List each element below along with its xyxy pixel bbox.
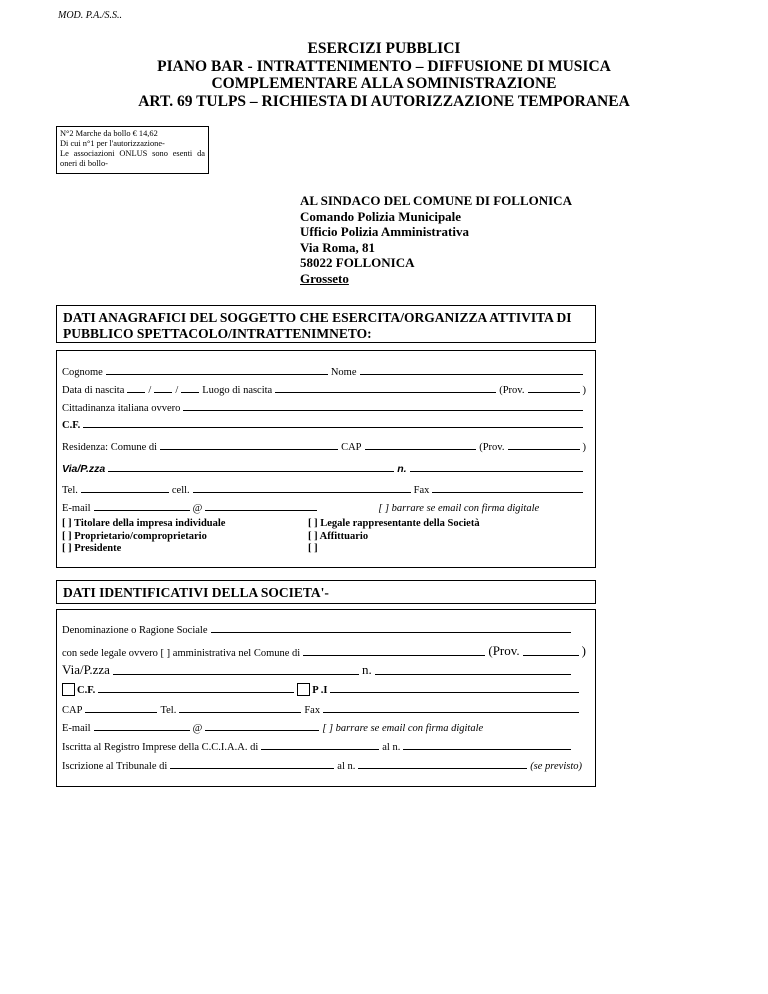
company-piva-field[interactable] xyxy=(330,692,579,693)
registry-cciaa-field[interactable] xyxy=(261,749,379,750)
company-fax-field[interactable] xyxy=(323,712,579,713)
role-options-right xyxy=(308,518,496,556)
stamp-line-2: Di cui n°1 per l'autorizzazione- xyxy=(60,139,165,148)
revenue-stamp-box xyxy=(56,126,209,174)
title-line-4: ART. 69 TULPS – RICHIESTA DI AUTORIZZAZIONE TEMPORANEA xyxy=(138,92,630,110)
option-titolare[interactable]: [ ] Titolare della impresa individuale xyxy=(62,518,226,529)
row-company-tribunal: Iscrizione al Tribunale di al n. (se previsto) xyxy=(62,761,582,772)
birth-place-field[interactable] xyxy=(275,392,496,393)
document-title xyxy=(0,40,768,110)
stamp-line-4: oneri di bollo- xyxy=(60,159,108,168)
option-presidente[interactable]: [ ] Presidente xyxy=(62,543,122,554)
cf-checkbox[interactable] xyxy=(62,683,75,696)
company-email-user-field[interactable] xyxy=(94,730,190,731)
recipient-address: AL SINDACO DEL COMUNE DI FOLLONICA Comando Polizia Municipale Ufficio Polizia Amministrativa Via Roma, 81 58022 FOLLONICA Grosseto xyxy=(300,193,572,286)
company-name-field[interactable] xyxy=(211,632,572,633)
company-cap-field[interactable] xyxy=(85,712,157,713)
title-line-3: COMPLEMENTARE ALLA SOMINISTRAZIONE xyxy=(211,75,557,92)
row-company-name: Denominazione o Ragione Sociale xyxy=(62,625,574,636)
residence-prov-field[interactable] xyxy=(508,449,580,450)
row-company-registry: Iscritta al Registro Imprese della C.C.I.A.A. di al n. xyxy=(62,742,574,753)
row-email: E-mail @ [ ] barrare se email con firma digitale xyxy=(62,503,540,514)
email-digital-signature-checkbox[interactable]: [ ] barrare se email con firma digitale xyxy=(378,503,540,514)
row-company-email: E-mail @ [ ] barrare se email con firma digitale xyxy=(62,723,484,734)
cell-field[interactable] xyxy=(193,492,411,493)
tribunal-number-field[interactable] xyxy=(358,768,527,769)
email-domain-field[interactable] xyxy=(205,510,317,511)
row-cf: C.F. xyxy=(62,420,586,431)
row-company-contacts: CAP Tel. Fax xyxy=(62,705,582,716)
company-street-field[interactable] xyxy=(113,674,359,675)
residence-cap-field[interactable] xyxy=(365,449,477,450)
row-name: Cognome Nome xyxy=(62,367,586,378)
row-birth: Data di nascita / / Luogo di nascita (Prov. ) xyxy=(62,385,586,396)
company-comune-field[interactable] xyxy=(303,655,485,656)
row-company-tax: C.F. P .I xyxy=(62,683,582,696)
citizenship-field[interactable] xyxy=(183,410,583,411)
model-code: MOD. P.A./S.S.. xyxy=(58,10,122,21)
birth-day-field[interactable] xyxy=(127,392,145,393)
row-street: Via/P.zza n. xyxy=(62,463,586,475)
company-tel-field[interactable] xyxy=(179,712,301,713)
residence-street-field[interactable] xyxy=(108,471,394,472)
option-proprietario[interactable]: [ ] Proprietario/comproprietario xyxy=(62,530,207,542)
title-line-1: ESERCIZI PUBBLICI xyxy=(307,40,461,57)
cognome-field[interactable] xyxy=(106,374,328,375)
company-prov-field[interactable] xyxy=(523,655,579,656)
section-personal-data-heading: DATI ANAGRAFICI DEL SOGGETTO CHE ESERCITA/ORGANIZZA ATTIVITA DI PUBBLICO SPETTACOLO/INTRATTENIMNETO: xyxy=(56,305,596,343)
birth-month-field[interactable] xyxy=(154,392,172,393)
registry-number-field[interactable] xyxy=(403,749,571,750)
company-cf-field[interactable] xyxy=(98,692,294,693)
nome-field[interactable] xyxy=(360,374,583,375)
company-number-field[interactable] xyxy=(375,674,571,675)
company-email-domain-field[interactable] xyxy=(205,730,319,731)
birth-year-field[interactable] xyxy=(181,392,199,393)
stamp-line-3: Le associazioni ONLUS sono esenti da xyxy=(60,149,205,158)
birth-prov-field[interactable] xyxy=(528,392,580,393)
section-company-heading: DATI IDENTIFICATIVI DELLA SOCIETA'- xyxy=(56,580,596,604)
row-citizenship: Cittadinanza italiana ovvero xyxy=(62,403,586,414)
company-email-digital-signature-checkbox[interactable]: [ ] barrare se email con firma digitale xyxy=(322,723,484,734)
row-company-seat: con sede legale ovvero [ ] amministrativa nel Comune di (Prov. ) xyxy=(62,643,586,659)
residence-number-field[interactable] xyxy=(410,471,583,472)
cf-field[interactable] xyxy=(83,427,583,428)
stamp-line-1: N°2 Marche da bollo € 14,62 xyxy=(60,129,158,138)
row-company-street: Via/P.zza n. xyxy=(62,662,574,678)
option-legale-rappresentante[interactable]: [ ] Legale rappresentante della Società xyxy=(308,518,480,529)
residence-comune-field[interactable] xyxy=(160,449,338,450)
email-user-field[interactable] xyxy=(94,510,190,511)
fax-field[interactable] xyxy=(432,492,583,493)
option-altro[interactable]: [ ] xyxy=(308,543,318,554)
title-line-2: PIANO BAR - INTRATTENIMENTO – DIFFUSIONE DI MUSICA xyxy=(157,57,611,75)
role-options-left xyxy=(62,518,249,556)
row-residence: Residenza: Comune di CAP (Prov. ) xyxy=(62,442,586,453)
tel-field[interactable] xyxy=(81,492,169,493)
piva-checkbox[interactable] xyxy=(297,683,310,696)
row-contacts: Tel. cell. Fax xyxy=(62,485,586,496)
tribunal-field[interactable] xyxy=(170,768,334,769)
option-affittuario[interactable]: [ ] Affittuario xyxy=(308,530,369,542)
